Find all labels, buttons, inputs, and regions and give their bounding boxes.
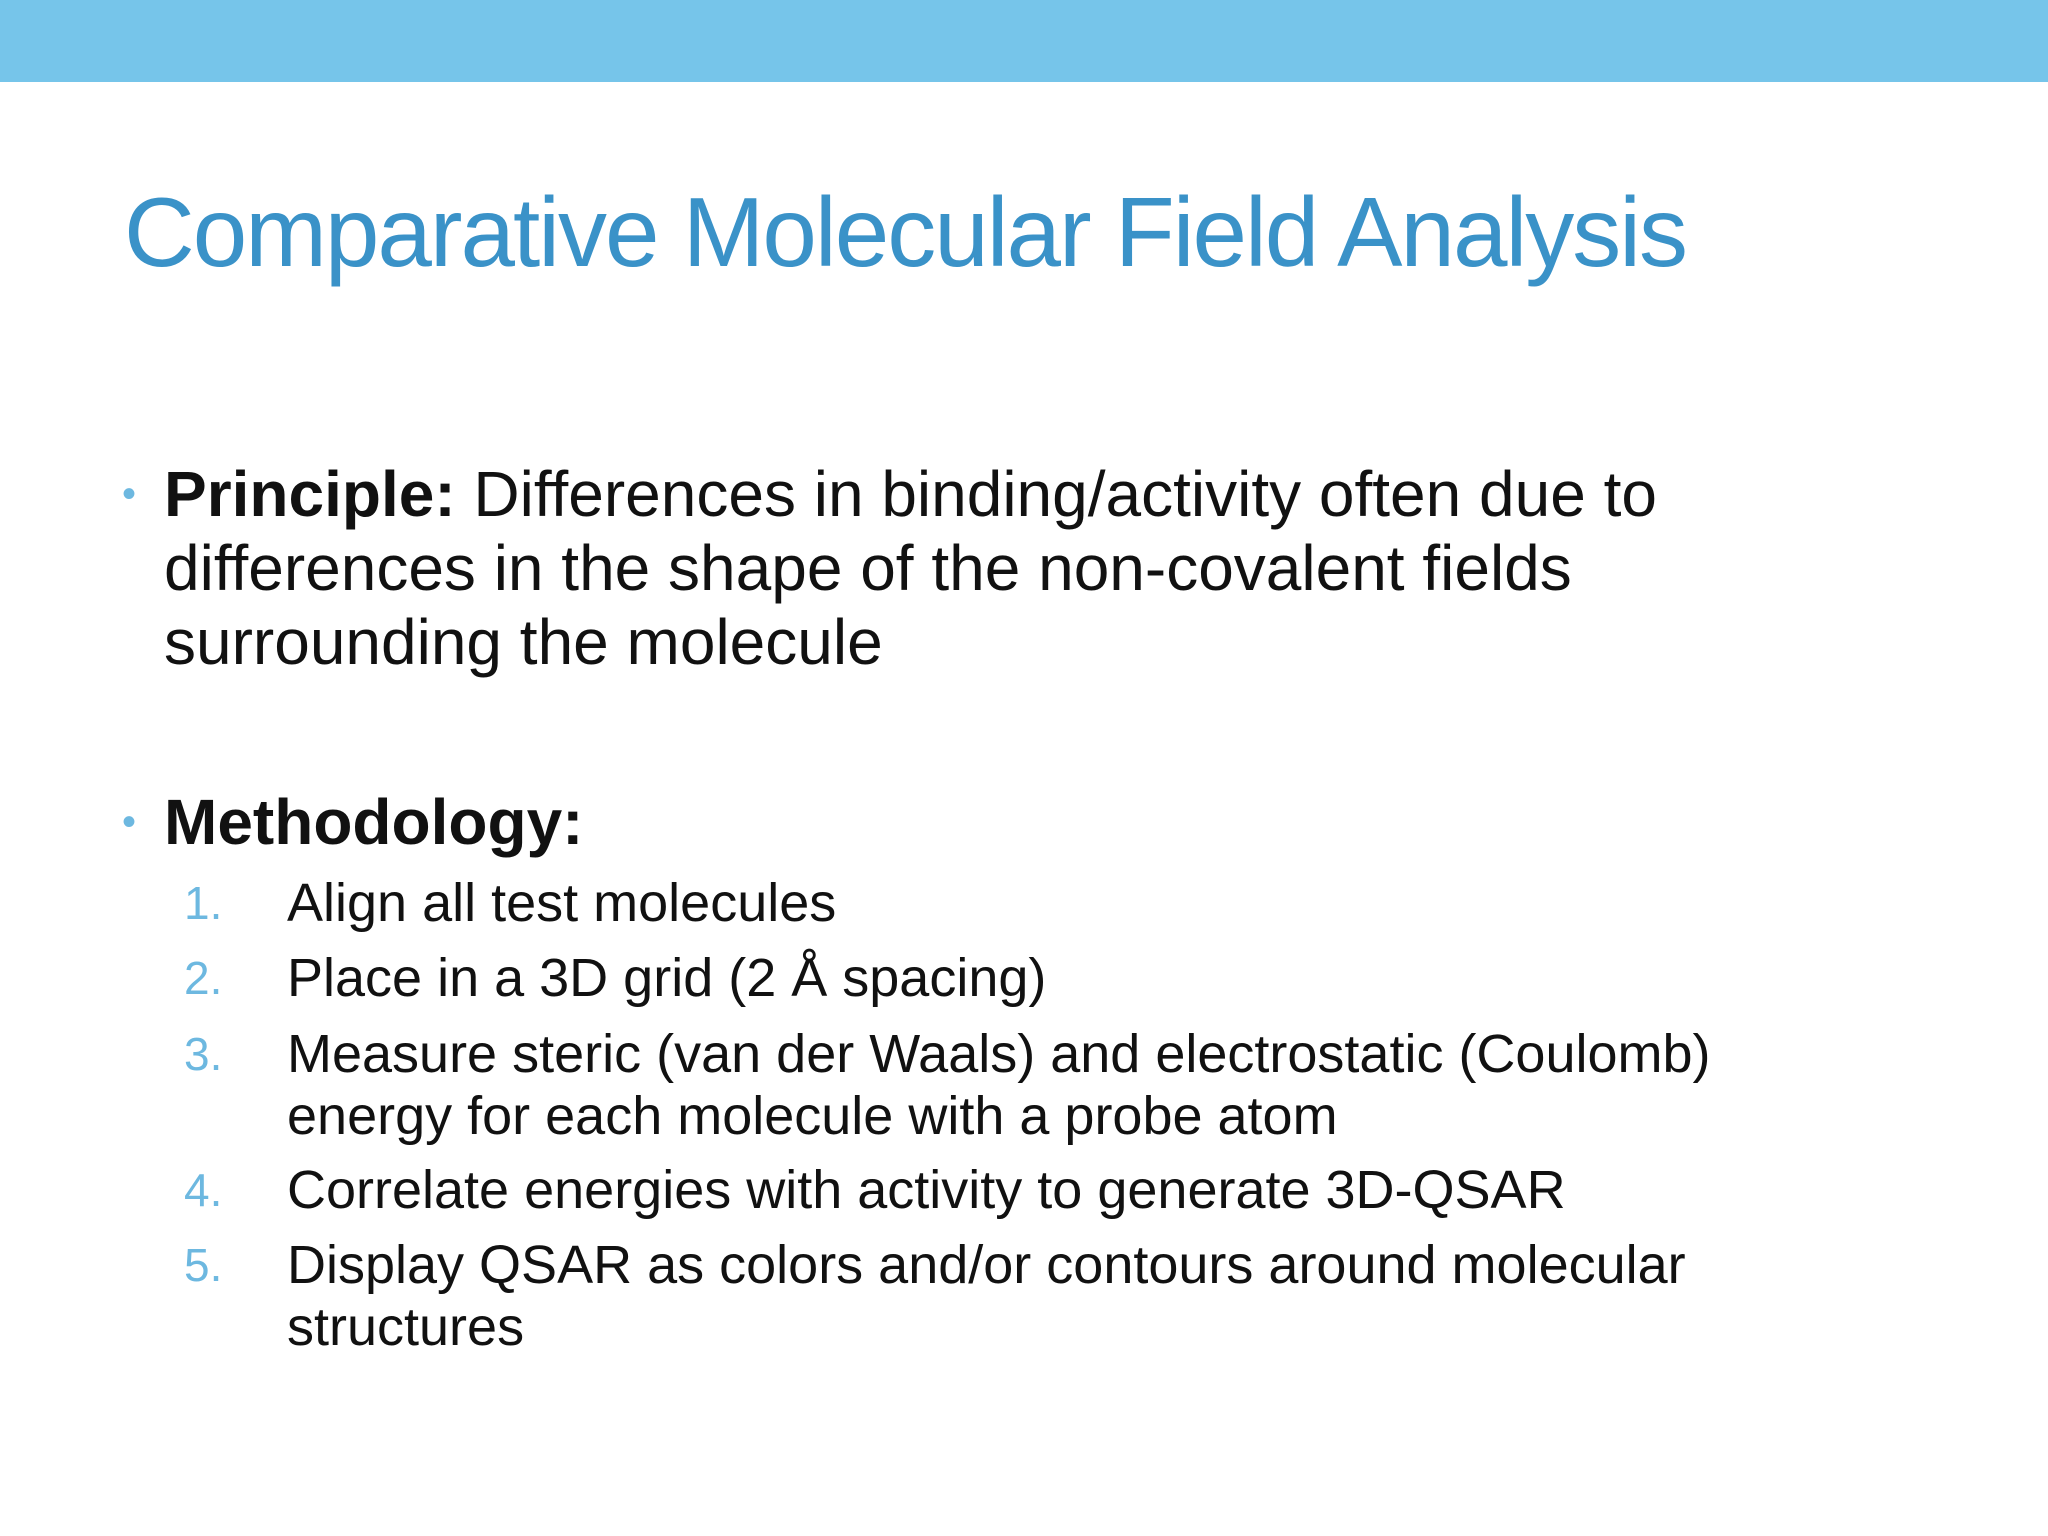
bullet-methodology-text bbox=[164, 785, 1904, 859]
slide-title: Comparative Molecular Field Analysis bbox=[124, 177, 1686, 287]
step-text: Align all test molecules bbox=[287, 873, 837, 933]
bullet-marker: • bbox=[122, 472, 137, 516]
bullet-principle-label: Principle: bbox=[164, 458, 456, 530]
bullet-principle-body: Differences in binding/activity often due to differences in the shape of the non-covalent fields surrounding the molecule bbox=[164, 458, 1657, 678]
top-accent-bar bbox=[0, 0, 2048, 82]
bullet-principle-text bbox=[164, 457, 1904, 679]
bullet-methodology-label: Methodology: bbox=[164, 786, 584, 858]
step-number: 5. bbox=[184, 1239, 223, 1291]
step-text: Display QSAR as colors and/or contours around molecular structures bbox=[287, 1235, 1686, 1357]
step-text: Place in a 3D grid (2 Å spacing) bbox=[287, 948, 1047, 1008]
step-number: 4. bbox=[184, 1164, 223, 1216]
step-number: 3. bbox=[184, 1028, 223, 1080]
step-text: Correlate energies with activity to generate 3D-QSAR bbox=[287, 1160, 1566, 1220]
step-number: 2. bbox=[184, 952, 223, 1004]
step-number: 1. bbox=[184, 877, 223, 929]
bullet-marker: • bbox=[122, 800, 137, 844]
step-text: Measure steric (van der Waals) and electrostatic (Coulomb) energy for each molecule with a probe atom bbox=[287, 1024, 1711, 1146]
